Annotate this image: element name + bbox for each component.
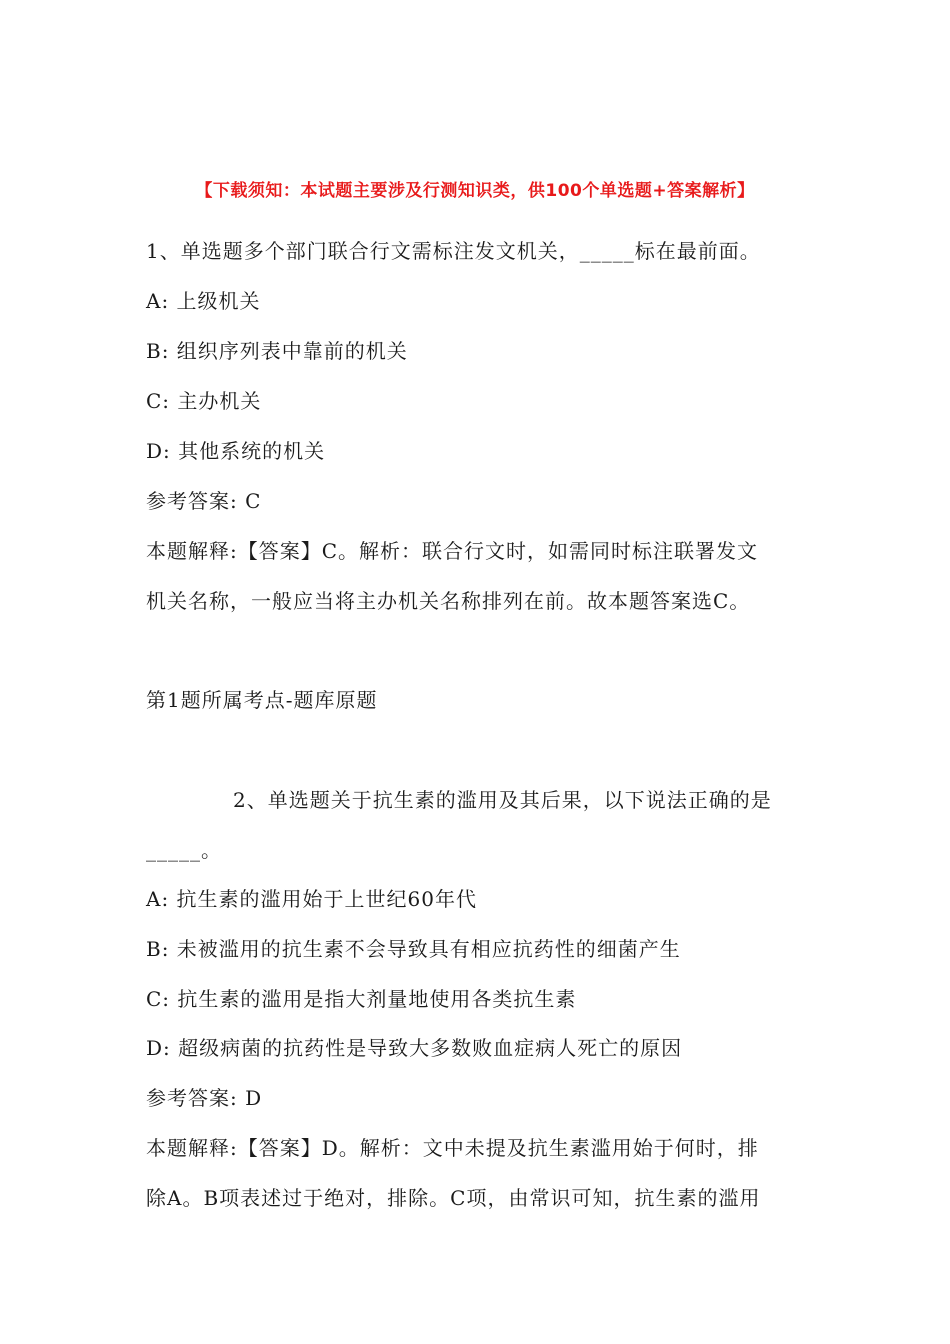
question-1-text: 1、单选题多个部门联合行文需标注发文机关，_____标在最前面。 — [146, 239, 761, 263]
q2-explanation-line-1: 本题解释:【答案】D。解析：文中未提及抗生素滥用始于何时，排 — [146, 1136, 759, 1160]
q1-knowledge-point: 第1题所属考点-题库原题 — [146, 688, 378, 712]
q2-option-b: B: 未被滥用的抗生素不会导致具有相应抗药性的细菌产生 — [146, 937, 681, 961]
q1-option-a: A: 上级机关 — [146, 289, 261, 313]
download-notice: 【下载须知：本试题主要涉及行测知识类，供100个单选题+答案解析】 — [195, 181, 755, 201]
q1-explanation-line-1: 本题解释:【答案】C。解析：联合行文时，如需同时标注联署发文 — [146, 539, 759, 563]
question-2-text-line-1: 2、单选题关于抗生素的滥用及其后果，以下说法正确的是 — [233, 788, 772, 812]
q1-explanation-line-2: 机关名称，一般应当将主办机关名称排列在前。故本题答案选C。 — [146, 589, 751, 613]
question-2-text-line-2: _____。 — [146, 838, 222, 862]
q2-option-d: D: 超级病菌的抗药性是导致大多数败血症病人死亡的原因 — [146, 1036, 683, 1060]
q2-explanation-line-2: 除A。B项表述过于绝对，排除。C项，由常识可知，抗生素的滥用 — [146, 1186, 761, 1210]
q2-answer: 参考答案: D — [146, 1086, 263, 1110]
q1-option-b: B: 组织序列表中靠前的机关 — [146, 339, 408, 363]
q2-option-c: C: 抗生素的滥用是指大剂量地使用各类抗生素 — [146, 987, 577, 1011]
q2-option-a: A: 抗生素的滥用始于上世纪60年代 — [146, 887, 477, 911]
q1-answer: 参考答案: C — [146, 489, 262, 513]
q1-option-c: C: 主办机关 — [146, 389, 262, 413]
q1-option-d: D: 其他系统的机关 — [146, 439, 326, 463]
